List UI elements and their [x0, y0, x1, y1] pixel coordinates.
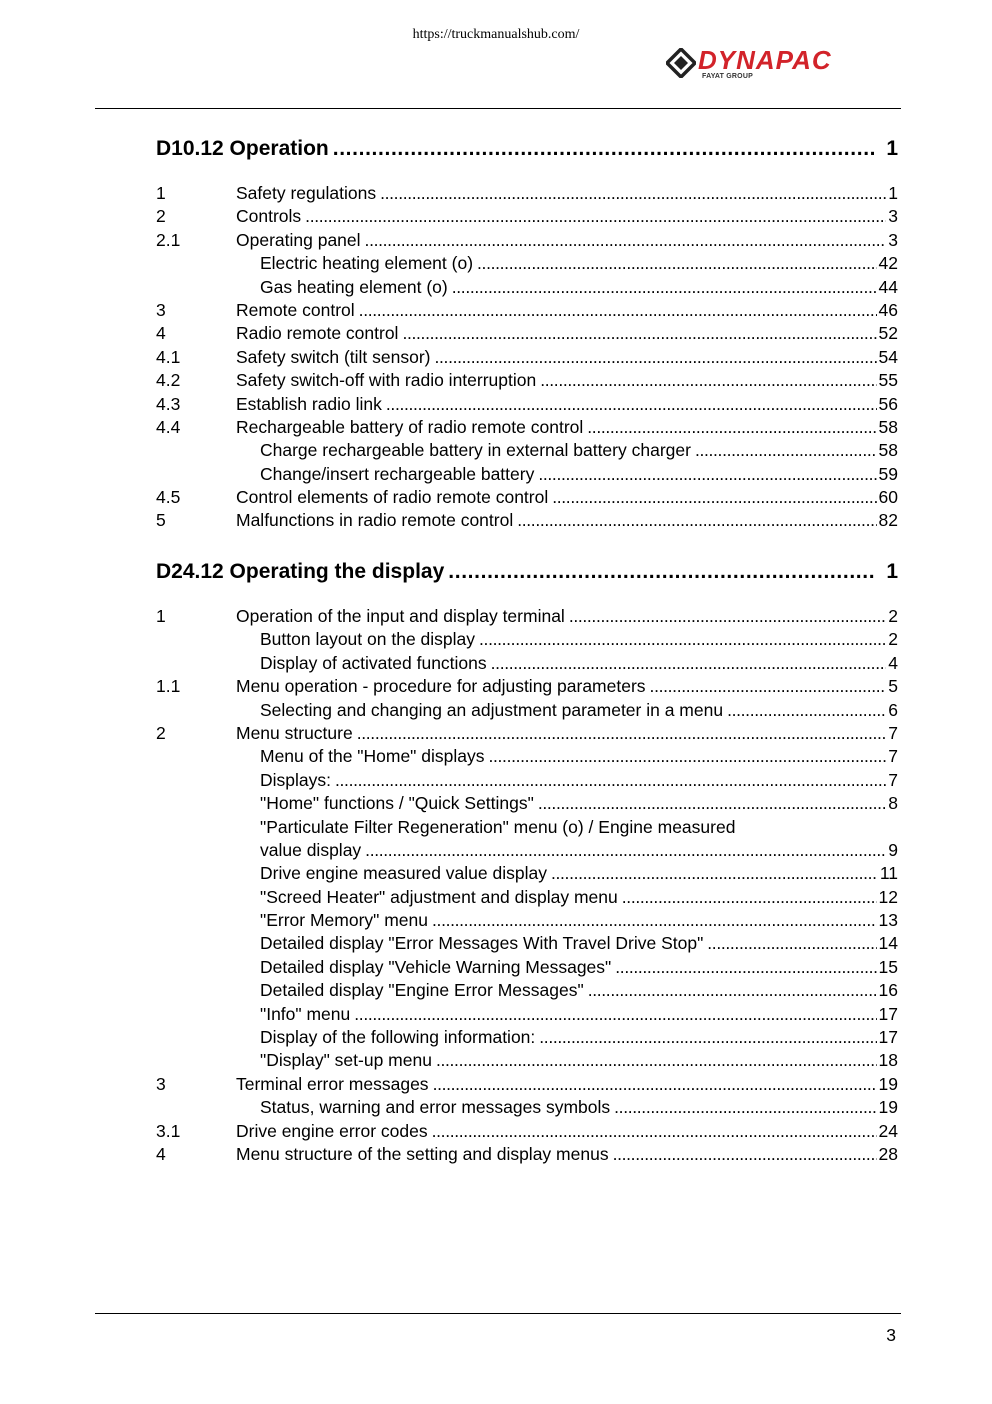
toc-entry-title: Remote control — [236, 299, 355, 320]
logo-brand-text: DYNAPAC — [698, 45, 832, 75]
toc-entry-title: "Display" set-up menu — [260, 1050, 432, 1071]
toc-entry[interactable] — [156, 956, 898, 979]
toc-leader-dots — [488, 745, 886, 768]
dynapac-diamond-icon — [666, 48, 696, 78]
toc-entry-title: "Info" menu — [260, 1003, 351, 1024]
toc-entry-number: 3 — [156, 1073, 166, 1094]
toc-leader-dots — [386, 393, 877, 416]
toc-entry-title: Establish radio link — [236, 393, 382, 414]
toc-entry-page: 14 — [878, 933, 898, 954]
toc-entry[interactable] — [156, 675, 898, 698]
toc-leader-dots — [432, 909, 877, 932]
toc-entry-page: 7 — [888, 769, 898, 790]
toc-entry-number: 4.3 — [156, 393, 181, 414]
toc-entry-page: 13 — [878, 910, 898, 931]
toc-entry-number: 4.5 — [156, 487, 181, 508]
toc-heading-title: D10.12 Operation — [156, 137, 329, 160]
toc-entry[interactable] — [156, 979, 898, 1002]
toc-leader-dots — [365, 839, 886, 862]
toc-entry-page: 3 — [888, 206, 898, 227]
toc-entry-title: Safety switch (tilt sensor) — [236, 346, 431, 367]
toc-entry-title: Operating panel — [236, 229, 361, 250]
toc-entry[interactable] — [156, 792, 898, 815]
page-number: 3 — [886, 1325, 896, 1345]
toc-leader-dots — [380, 182, 886, 205]
toc-entry-page: 3 — [888, 229, 898, 250]
toc-entry-title: "Home" functions / "Quick Settings" — [260, 793, 534, 814]
toc-entry-title: Radio remote control — [236, 323, 399, 344]
toc-heading-title: D24.12 Operating the display — [156, 560, 445, 583]
toc-entry-title: value display — [260, 839, 362, 860]
toc-entry-page: 18 — [878, 1050, 898, 1071]
toc-entry-title: Charge rechargeable battery in external battery charger — [260, 440, 691, 461]
toc-entry[interactable] — [156, 509, 898, 532]
toc-leader-dots — [436, 1049, 877, 1072]
toc-leader-dots — [695, 439, 877, 462]
toc-entry-page: 11 — [879, 863, 898, 884]
toc-entry-list — [156, 605, 898, 1166]
toc-entry-page: 2 — [888, 629, 898, 650]
toc-entry-page: 9 — [888, 839, 898, 860]
toc-leader-dots — [432, 1120, 877, 1143]
toc-section-operation — [156, 132, 898, 533]
toc-entry-list — [156, 182, 898, 533]
toc-entry-number: 4.2 — [156, 370, 181, 391]
toc-leader-dots — [614, 1096, 876, 1119]
toc-entry-page: 17 — [878, 1003, 898, 1024]
toc-entry[interactable] — [156, 862, 898, 885]
toc-entry-page: 19 — [878, 1097, 898, 1118]
toc-entry-page: 19 — [878, 1073, 898, 1094]
toc-leader-dots — [335, 769, 886, 792]
toc-entry[interactable] — [156, 886, 898, 909]
toc-section-operating-display — [156, 555, 898, 1166]
toc-entry-title: Selecting and changing an adjustment parameter in a menu — [260, 699, 724, 720]
toc-entry-title: Operation of the input and display terminal — [236, 606, 565, 626]
toc-entry-title: Display of the following information: — [260, 1027, 536, 1048]
toc-entry-title: Gas heating element (o) — [260, 276, 448, 297]
toc-entry-number: 1.1 — [156, 676, 181, 697]
toc-entry[interactable] — [156, 346, 898, 369]
toc-entry-page: 60 — [878, 487, 898, 508]
toc-leader-dots — [539, 1026, 876, 1049]
toc-entry[interactable] — [156, 322, 898, 345]
toc-entry-page: 58 — [878, 440, 898, 461]
toc-entry-title: Displays: — [260, 769, 331, 790]
toc-entry-title: Controls — [236, 206, 302, 227]
toc-entry-number: 3.1 — [156, 1120, 181, 1141]
toc-entry-number: 1 — [156, 183, 166, 203]
toc-leader-dots — [615, 956, 876, 979]
toc-entry-title: Menu structure of the setting and display menus — [236, 1143, 609, 1164]
toc-leader-dots — [622, 886, 877, 909]
toc-entry-title: Display of activated functions — [260, 652, 487, 673]
toc-entry[interactable] — [156, 1143, 898, 1166]
toc-entry-number: 4 — [156, 1143, 166, 1164]
toc-entry-title: Menu operation - procedure for adjusting parameters — [236, 676, 646, 697]
toc-section-heading[interactable] — [156, 555, 898, 589]
toc-heading-page: 1 — [886, 560, 898, 583]
toc-leader-dots — [538, 463, 876, 486]
toc-leader-dots — [588, 979, 877, 1002]
toc-entry[interactable] — [156, 299, 898, 322]
logo-subtitle: FAYAT GROUP — [702, 73, 753, 80]
toc-entry-title: Menu structure — [236, 722, 353, 743]
toc-entry-title: Terminal error messages — [236, 1073, 429, 1094]
toc-entry-page: 5 — [888, 676, 898, 697]
toc-entry-number: 3 — [156, 299, 166, 320]
toc-entry-page: 4 — [888, 652, 898, 673]
toc-entry-page: 7 — [888, 746, 898, 767]
toc-entry-title: Rechargeable battery of radio remote control — [236, 416, 584, 437]
toc-entry[interactable] — [156, 699, 898, 722]
toc-entry[interactable] — [156, 439, 898, 462]
header-rule — [95, 108, 901, 109]
toc-entry[interactable] — [156, 652, 898, 675]
toc-entry-page: 46 — [878, 299, 898, 320]
toc-entry[interactable] — [156, 1049, 898, 1072]
toc-leader-dots — [433, 1073, 877, 1096]
toc-entry[interactable] — [156, 816, 898, 839]
toc-entry-page: 55 — [878, 370, 898, 391]
toc-entry-page: 2 — [888, 606, 898, 626]
toc-leader-dots — [365, 229, 887, 252]
toc-entry[interactable] — [156, 722, 898, 745]
toc-leader-dots — [354, 1003, 876, 1026]
toc-entry[interactable] — [156, 628, 898, 651]
toc-entry-number: 4.1 — [156, 346, 181, 367]
toc-entry-page: 82 — [878, 510, 898, 531]
toc-entry-title: Change/insert rechargeable battery — [260, 463, 535, 484]
toc-leader-dots — [552, 486, 876, 509]
toc-entry-title: Safety regulations — [236, 183, 377, 203]
toc-entry[interactable] — [156, 932, 898, 955]
toc-leader-dots — [707, 932, 876, 955]
toc-entry-page: 7 — [888, 722, 898, 743]
toc-entry[interactable] — [156, 276, 898, 299]
toc-entry-page: 8 — [888, 793, 898, 814]
toc-entry-page: 42 — [878, 253, 898, 274]
toc-entry-title: Detailed display "Vehicle Warning Messages" — [260, 956, 612, 977]
toc-entry-page: 15 — [878, 956, 898, 977]
toc-leader-dots — [517, 509, 876, 532]
toc-entry[interactable] — [156, 1003, 898, 1026]
toc-entry[interactable] — [156, 1096, 898, 1119]
toc-entry[interactable] — [156, 909, 898, 932]
toc-entry[interactable] — [156, 369, 898, 392]
toc-entry-title: Menu of the "Home" displays — [260, 746, 485, 767]
toc-entry-title: Control elements of radio remote control — [236, 487, 549, 508]
toc-entry-page: 52 — [878, 323, 898, 344]
toc-entry[interactable] — [156, 1073, 898, 1096]
toc-entry[interactable] — [156, 252, 898, 275]
toc-entry-title: Safety switch-off with radio interruption — [236, 370, 537, 391]
footer-rule — [95, 1313, 901, 1314]
toc-entry-page: 6 — [888, 699, 898, 720]
toc-entry-title: Electric heating element (o) — [260, 253, 474, 274]
toc-entry-page: 17 — [878, 1027, 898, 1048]
toc-entry-title: Malfunctions in radio remote control — [236, 510, 514, 531]
toc-entry[interactable] — [156, 463, 898, 486]
toc-entry-number: 4 — [156, 323, 166, 344]
toc-entry[interactable] — [156, 1120, 898, 1143]
toc-entry[interactable] — [156, 486, 898, 509]
toc-entry-title: Drive engine measured value display — [260, 863, 547, 884]
source-url[interactable]: https://truckmanualshub.com/ — [412, 27, 580, 42]
toc-entry-page: 56 — [878, 393, 898, 414]
toc-entry-title: Button layout on the display — [260, 629, 476, 650]
toc-entry-title: Detailed display "Engine Error Messages" — [260, 980, 584, 1001]
toc-entry-title: "Error Memory" menu — [260, 910, 429, 931]
toc-leader-dots — [305, 205, 886, 228]
toc-leader-dots — [452, 276, 877, 299]
toc-entry-number: 2.1 — [156, 229, 181, 250]
toc-leader-dots — [727, 699, 886, 722]
toc-leader-dots — [479, 628, 886, 651]
toc-leader-dots — [587, 416, 876, 439]
toc-entry-page: 54 — [878, 346, 898, 367]
toc-leader-dots — [477, 252, 877, 275]
toc-entry-title: Status, warning and error messages symbols — [260, 1097, 611, 1118]
toc-entry[interactable] — [156, 393, 898, 416]
toc-entry[interactable] — [156, 605, 898, 628]
toc-entry-title: Drive engine error codes — [236, 1120, 428, 1141]
toc-entry-title: "Particulate Filter Regeneration" menu (o) / Engine measured — [260, 816, 736, 837]
toc-entry-page: 1 — [888, 183, 898, 203]
toc-leader-dots — [402, 322, 876, 345]
toc-leader-dots — [538, 792, 886, 815]
toc-entry-page: 44 — [878, 276, 898, 297]
toc-leader-dots — [613, 1143, 877, 1166]
toc-entry-number: 1 — [156, 606, 166, 626]
toc-entry[interactable] — [156, 416, 898, 439]
toc-entry-number: 2 — [156, 722, 166, 743]
toc-entry-title: "Screed Heater" adjustment and display menu — [260, 886, 618, 907]
toc-leader-dots — [333, 132, 877, 166]
toc-heading-page: 1 — [886, 137, 898, 160]
dynapac-logo — [664, 44, 904, 84]
toc-entry-title: Detailed display "Error Messages With Travel Drive Stop" — [260, 933, 704, 954]
toc-leader-dots — [435, 346, 877, 369]
toc-entry-number: 5 — [156, 510, 166, 531]
toc-leader-dots — [357, 722, 887, 745]
toc-entry[interactable] — [156, 1026, 898, 1049]
toc-entry[interactable] — [156, 745, 898, 768]
toc-entry[interactable] — [156, 769, 898, 792]
toc-leader-dots — [650, 675, 887, 698]
toc-leader-dots — [448, 555, 876, 589]
toc-entry-page: 24 — [878, 1120, 898, 1141]
toc-leader-dots — [569, 605, 886, 628]
toc-entry[interactable] — [156, 182, 898, 205]
toc-entry[interactable] — [156, 839, 898, 862]
toc-entry-number: 2 — [156, 206, 166, 227]
toc-entry-page: 12 — [878, 886, 898, 907]
toc-leader-dots — [551, 862, 878, 885]
toc-section-heading[interactable] — [156, 132, 898, 166]
toc-leader-dots — [540, 369, 876, 392]
toc-leader-dots — [491, 652, 887, 675]
toc-leader-dots — [359, 299, 877, 322]
toc-entry-page: 16 — [878, 980, 898, 1001]
toc-entry-number: 4.4 — [156, 416, 181, 437]
toc-entry[interactable] — [156, 229, 898, 252]
toc-entry[interactable] — [156, 205, 898, 228]
toc-entry-page: 28 — [878, 1143, 898, 1164]
toc-entry-page: 59 — [878, 463, 898, 484]
toc-entry-page: 58 — [878, 416, 898, 437]
